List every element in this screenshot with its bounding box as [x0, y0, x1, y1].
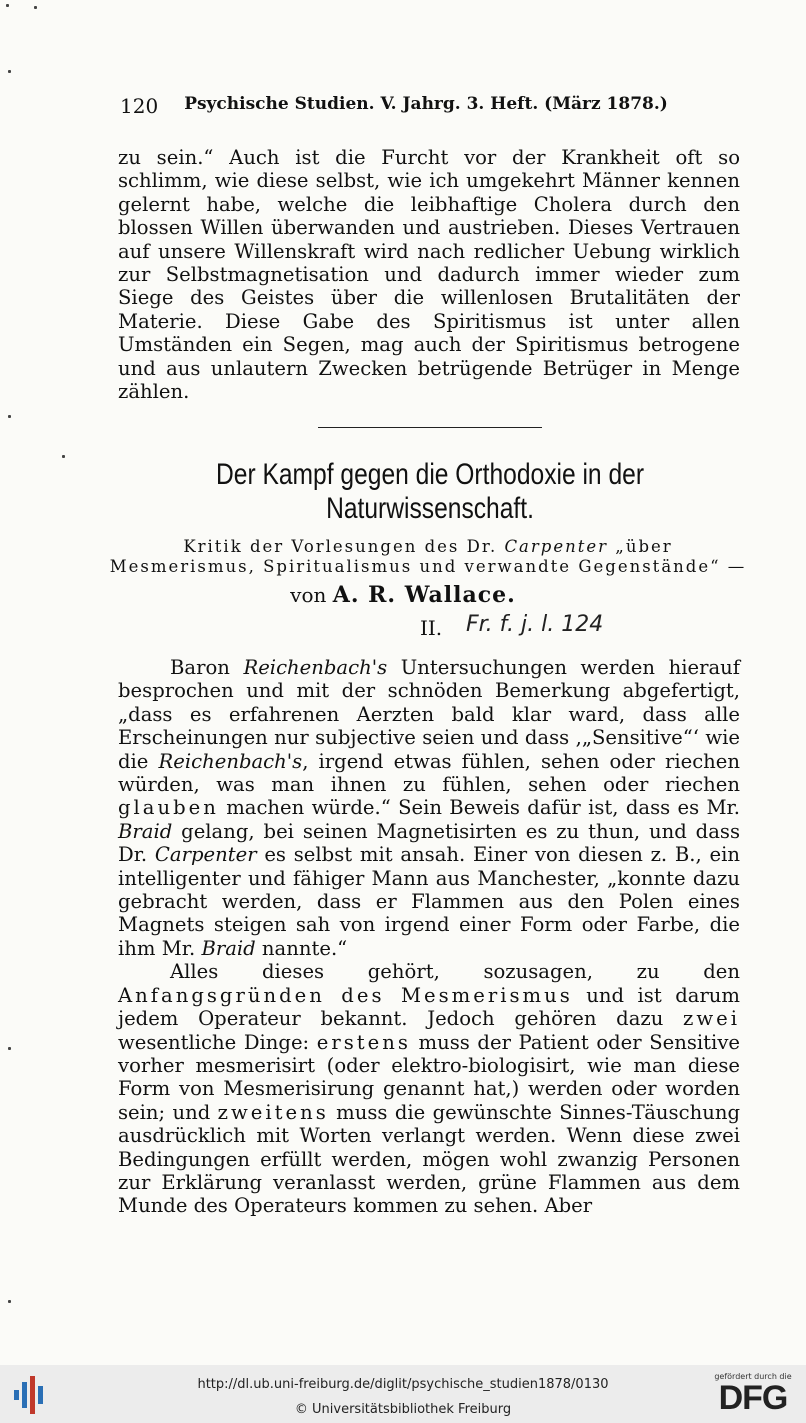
paragraph-continued	[118, 146, 740, 403]
section-divider	[318, 427, 542, 428]
source-url-link[interactable]: http://dl.ub.uni-freiburg.de/diglit/psychische_studien1878/0130	[197, 1377, 609, 1392]
article-body	[118, 656, 740, 1218]
paragraph-text: zu sein.“ Auch ist die Furcht vor der Krankheit oft so schlimm, wie diese selbst, wie ich umgekehrt Männer kennen gelernt habe, welche die leibhaftige Cholera durch den blossen Willen überwanden und austrieben. Dieses Vertrauen auf unsere Willenskraft wird nach redlicher Uebung wirklich zur Selbstmagnetisation und dadurch immer wieder zum Siege des Geistes über die willenlosen Brutalitäten der Materie. Diese Gabe des Spiritismus ist unter allen Umständen ein Segen, mag auch der Spiritismus betrogene und aus unlautern Zwecken betrügende Betrüger in Menge zählen.	[118, 146, 740, 404]
author-name: A. R. Wallace.	[332, 582, 516, 608]
article-subtitle	[108, 537, 748, 577]
byline	[0, 582, 806, 608]
viewer-footer	[0, 1365, 806, 1423]
dfg-logo	[712, 1372, 794, 1415]
scan-speck	[62, 455, 65, 458]
subtitle-name: Carpenter	[504, 537, 609, 556]
byline-prefix: von	[290, 583, 333, 607]
scan-speck	[8, 1047, 11, 1050]
scan-speck	[8, 415, 11, 418]
body-paragraph: Baron Reichenbach's Untersuchungen werden hierauf besprochen und mit der schnöden Bemerkung abgefertigt, „dass es erfahrenen Aerzten bald klar ward, dass alle Erscheinungen nur subjective seien und dass ,„Sensitive“‘ wie die Reichenbach's, irgend etwas fühlen, sehen oder riechen würden, was man ihnen zu fühlen, sehen oder riechen glauben machen würde.“ Sein Beweis dafür ist, dass es Mr. Braid gelang, bei seinen Magnetisirten es zu thun, und dass Dr. Carpenter es selbst mit ansah. Einer von diesen z. B., ein intelligenter und fähiger Mann aus Manchester, „konnte dazu gebracht werden, dass er Flammen aus den Polen eines Magnets steigen sah von irgend einer Form oder Farbe, die ihm Mr. Braid nannte.“	[118, 656, 741, 960]
part-number: II.	[420, 616, 443, 640]
article-title-line: Naturwissenschaft.	[326, 492, 534, 525]
running-header	[120, 94, 740, 118]
subtitle-text: Kritik der Vorlesungen des Dr.	[183, 537, 505, 556]
dfg-tagline: gefördert durch die	[714, 1372, 792, 1381]
scan-speck	[8, 70, 11, 73]
dfg-logo-text: DFG	[718, 1379, 788, 1417]
subtitle-text: „über Mesmerismus, Spiritualismus und verwandte Gegenstände“ —	[109, 537, 747, 576]
article-title	[159, 458, 700, 526]
body-paragraph: Alles dieses gehört, sozusagen, zu den Anfangsgründen des Mesmerismus und ist darum jedem Operateur bekannt. Jedoch gehören dazu zwei wesentliche Dinge: erstens muss der Patient oder Sensitive vorher mesmerisirt (oder elektro-biologisirt, wie man diese Form von Mesmerisirung genannt hat,) werden oder worden sein; und zweitens muss die gewünschte Sinnes-Täuschung ausdrücklich mit Worten verlangt werden. Wenn diese zwei Bedingungen erfüllt werden, mögen wohl zwanzig Personen zur Erklärung veranlasst werden, grüne Flammen aus dem Munde des Operateurs kommen zu sehen. Aber	[118, 960, 741, 1218]
scan-speck	[34, 6, 37, 9]
running-title: Psychische Studien. V. Jahrg. 3. Heft. (März 1878.)	[184, 94, 668, 114]
article-title-line: Der Kampf gegen die Orthodoxie in der	[215, 458, 645, 491]
page-number: 120	[120, 94, 159, 118]
scan-speck	[6, 4, 9, 7]
library-logo-icon	[12, 1372, 48, 1416]
copyright-text: © Universitätsbibliothek Freiburg	[294, 1402, 512, 1417]
scan-speck	[8, 1300, 11, 1303]
handwritten-note: Fr. f. j. l. 124	[466, 612, 604, 637]
